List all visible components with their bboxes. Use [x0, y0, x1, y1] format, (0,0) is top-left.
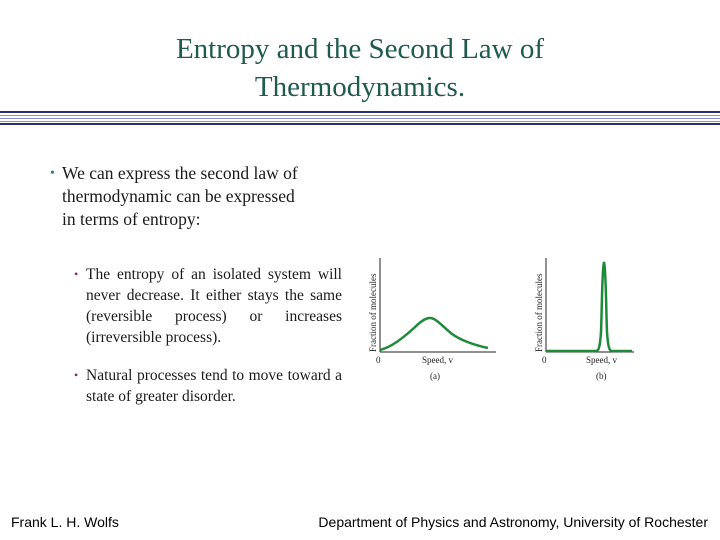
graph-b-caption: (b): [596, 371, 607, 381]
sub-bullet-entropy: [74, 264, 342, 348]
footer-department: Department of Physics and Astronomy, University of Rochester: [318, 514, 708, 530]
graph-b-ylabel: Fraction of molecules: [534, 273, 544, 352]
graph-b-origin: 0: [542, 355, 547, 365]
graph-a-ylabel: Fraction of molecules: [368, 273, 378, 352]
sub-bullet-disorder: [74, 365, 342, 407]
sub-bullet-entropy-text: The entropy of an isolated system will never decrease. It either stays the same (reversible process) or increases (irreversible process).: [86, 266, 342, 346]
title-line-1: Entropy and the Second Law of: [175, 33, 545, 65]
graph-a-curve: [380, 318, 488, 350]
footer-author: Frank L. H. Wolfs: [11, 514, 119, 530]
sub-bullet-icon: •: [74, 267, 79, 281]
slide-title: [0, 30, 720, 106]
sub-bullet-disorder-text: Natural processes tend to move toward a state of greater disorder.: [86, 367, 342, 405]
sub-bullet-icon: •: [74, 368, 79, 382]
speed-distribution-graph-a: [362, 252, 502, 384]
title-line-2: Thermodynamics.: [254, 71, 466, 103]
bullet-main: [50, 162, 362, 231]
graph-b-xlabel: Speed, v: [586, 355, 617, 365]
graph-a-origin: 0: [376, 355, 381, 365]
bullet-main-line-2: thermodynamic can be expressed: [62, 186, 295, 206]
graph-a-caption: (a): [430, 371, 440, 381]
graph-a-xlabel: Speed, v: [422, 355, 453, 365]
bullet-icon: •: [50, 166, 55, 181]
graph-b-curve: [546, 262, 632, 351]
title-divider: [0, 111, 720, 125]
bullet-main-line-3: in terms of entropy:: [62, 209, 201, 229]
speed-distribution-graph-b: [528, 252, 638, 384]
bullet-main-line-1: We can express the second law of: [62, 163, 298, 183]
